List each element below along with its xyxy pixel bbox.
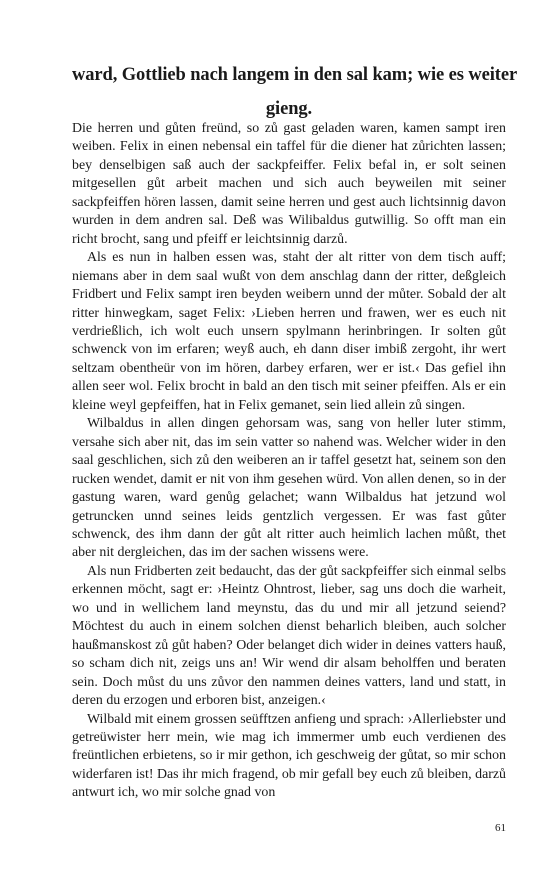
paragraph-4: Als nun Fridberten zeit bedaucht, das der gůt sackpfeiffer sich einmal selbs erkennen möcht, sagt er: ›Heintz Ohntrost, lieber, sag uns doch die warheit, wo und in wellichem land meynstu, das du und mir all jetzund seiend? Möchtest du auch in einem solchen dienst beharlich bleiben, auch solcher haußmanskost zů gůt haben? Oder belanget dich wider in deines vatters hauß, so scham dich nit, zeigs uns an! Wir wend dir alsam beholffen und beraten sein. Doch můst du uns zůvor den nammen deines vatters, land und statt, in deren du erzogen und erboren bist, anzeigen.‹	[72, 563, 506, 709]
paragraph-5: Wilbald mit einem grossen seüfftzen anfieng und sprach: ›Allerliebster und getreüwister herr mein, wie mag ich immermer umb euch verdienen des freüntlichen erbietens, so ir mir gethon, ich geschweig der gůtat, so mir schon widerfaren ist! Das ihr mich fragend, ob mir gefall bey euch zů bleiben, darzů antwurt ich, wo mir solche gnad von	[72, 711, 506, 801]
chapter-heading-line-1: ward, Gottlieb nach langem in den sal kam; wie es weiter	[72, 65, 518, 85]
chapter-heading	[72, 58, 518, 126]
paragraph-2: Als es nun in halben essen was, staht der alt ritter von dem tisch auff; niemans aber in dem saal wußt von dem anschlag dann der ritter, deßgleich Fridbert und Felix sampt iren beyden weibern unnd der můter. Sobald der alt ritter hinwegkam, saget Felix: ›Lieben herren und frawen, wer es euch nit verdrießlich, ich wolt euch unsern spylmann herinbringen. Ir solten gůt schwenck von im erfaren; weyß auch, eh dann diser imbiß zergoht, ihr wert seltzam obentheür von im hören, darbey erfaren, wer er ist.‹ Das gefiel ihn allen seer wol. Felix brocht in bald an den tisch mit seiner pfeiffen. Als er ein kleine weyl gepfeiffen, hat in Felix gemanet, sein lied allein zů singen.	[72, 250, 506, 413]
chapter-heading-line-2: gieng.	[265, 99, 313, 119]
paragraph-1: Die herren und gůten freünd, so zů gast geladen waren, kamen sampt iren weiben. Felix in einen nebensal ein taffel für die diener hat zůrichten lassen; bey denselbigen saß auch der sackpfeiffer. Felix befal in, er solt seinen mitgesellen gůt arbeit machen und sich auch beyweilen mit seiner sackpfeiffen hören lassen, damit seine herren und gest auch lichtsinnig davon wurden in dem andren sal. Deß was Wilibaldus gutwillig. So offt man ein richt brocht, sang und pfeiff er leichtsinnig darzů.	[72, 121, 506, 247]
paragraph-3: Wilbaldus in allen dingen gehorsam was, sang von heller luter stimm, versahe sich aber nit, das im sein vatter so nahend was. Welcher wider in den saal geschlichen, sich zů den weiberen an ir taffel gesetzt hat, seinem son den rucken wendet, damit er nit von ihm gesehen würd. Von allen denen, so in der gastung waren, ward genůg gelachet; wann Wilbaldus hat jetzund wol getruncken unnd seines leids gentzlich vergessen. Er was fast gůter schwenck, des ihm dann der gůt alt ritter auch heimlich lachen můßt, thet aber nit dergleichen, das im der sachen wissens were.	[72, 416, 506, 561]
body-text	[72, 120, 506, 803]
page-number: 61	[495, 822, 506, 834]
